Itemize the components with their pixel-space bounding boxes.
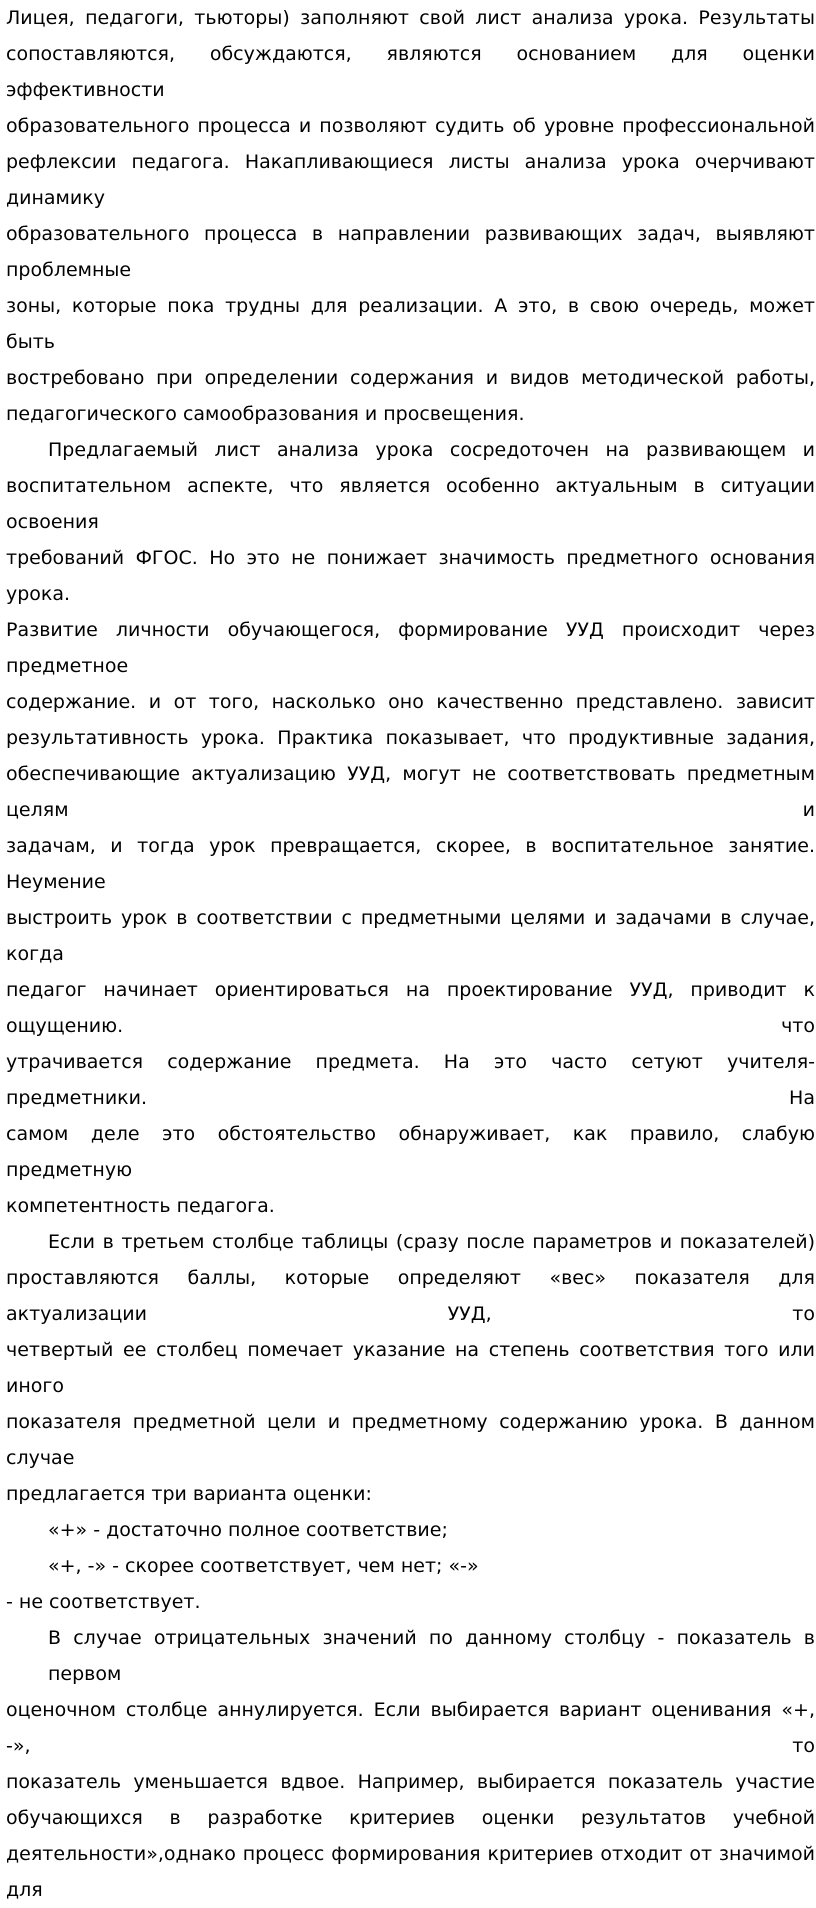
text-line: Предлагаемый лист анализа урока сосредоточен на развивающем и: [48, 439, 815, 461]
text-line: оценочном столбце аннулируется. Если выбирается вариант оценивания «+, -», то: [6, 1699, 815, 1757]
text-line: педагог начинает ориентироваться на проектирование УУД, приводит к ощущению. что: [6, 979, 815, 1037]
text-line: самом деле это обстоятельство обнаруживает, как правило, слабую предметную: [6, 1123, 815, 1181]
text-line: образовательного процесса и позволяют судить об уровне профессиональной: [6, 115, 815, 137]
paragraph-3: [6, 1224, 815, 1512]
text-line: предлагается три варианта оценки:: [6, 1483, 372, 1505]
text-line: задачам, и тогда урок превращается, скорее, в воспитательное занятие. Неумение: [6, 835, 815, 893]
text-line: Развитие личности обучающегося, формирование УУД происходит через предметное: [6, 619, 815, 677]
text-line: Если в третьем столбце таблицы (сразу после параметров и показателей): [48, 1231, 815, 1253]
document-page: [6, 0, 815, 1908]
text-line: образовательного процесса в направлении развивающих задач, выявляют проблемные: [6, 223, 815, 281]
text-line: выстроить урок в соответствии с предметными целями и задачами в случае, когда: [6, 907, 815, 965]
text-line: педагогического самообразования и просвещения.: [6, 403, 525, 425]
paragraph-2: [6, 432, 815, 1224]
text-line: показатель уменьшается вдвое. Например, выбирается показатель участие: [6, 1771, 815, 1793]
text-line: востребовано при определении содержания и видов методической работы,: [6, 367, 815, 389]
text-line: компетентность педагога.: [6, 1195, 275, 1217]
text-line: сопоставляются, обсуждаются, являются основанием для оценки эффективности: [6, 43, 815, 101]
text-line: воспитательном аспекте, что является особенно актуальным в ситуации освоения: [6, 475, 815, 533]
text-line: обучающихся в разработке критериев оценки результатов учебной: [6, 1807, 815, 1829]
text-line: Лицея, педагоги, тьюторы) заполняют свой лист анализа урока. Результаты: [6, 7, 815, 29]
text-line: требований ФГОС. Но это не понижает значимость предметного основания урока.: [6, 547, 815, 605]
paragraph-1: [6, 0, 815, 432]
list-item-tail: - не соответствует.: [6, 1591, 201, 1613]
text-line: показателя предметной цели и предметному содержанию урока. В данном случае: [6, 1411, 815, 1469]
text-line: четвертый ее столбец помечает указание на степень соответствия того или иного: [6, 1339, 815, 1397]
evaluation-options-list: [6, 1512, 815, 1620]
text-line: обеспечивающие актуализацию УУД, могут не соответствовать предметным целям и: [6, 763, 815, 821]
text-line: В случае отрицательных значений по данному столбцу - показатель в первом: [48, 1627, 815, 1685]
text-line: проставляются баллы, которые определяют «вес» показателя для актуализации УУД, то: [6, 1267, 815, 1325]
text-line: рефлексии педагога. Накапливающиеся листы анализа урока очерчивают динамику: [6, 151, 815, 209]
list-item: «+, -» - скорее соответствует, чем нет; «-»: [48, 1555, 479, 1577]
text-line: утрачивается содержание предмета. На это часто сетуют учителя-предметники. На: [6, 1051, 815, 1109]
text-line: содержание. и от того, насколько оно качественно представлено. зависит: [6, 691, 815, 713]
text-line: результативность урока. Практика показывает, что продуктивные задания,: [6, 727, 815, 749]
text-line: деятельности»,однако процесс формирования критериев отходит от значимой для: [6, 1843, 815, 1901]
list-item: «+» - достаточно полное соответствие;: [48, 1519, 448, 1541]
text-line: зоны, которые пока трудны для реализации. А это, в свою очередь, может быть: [6, 295, 815, 353]
paragraph-4: [6, 1620, 815, 1908]
